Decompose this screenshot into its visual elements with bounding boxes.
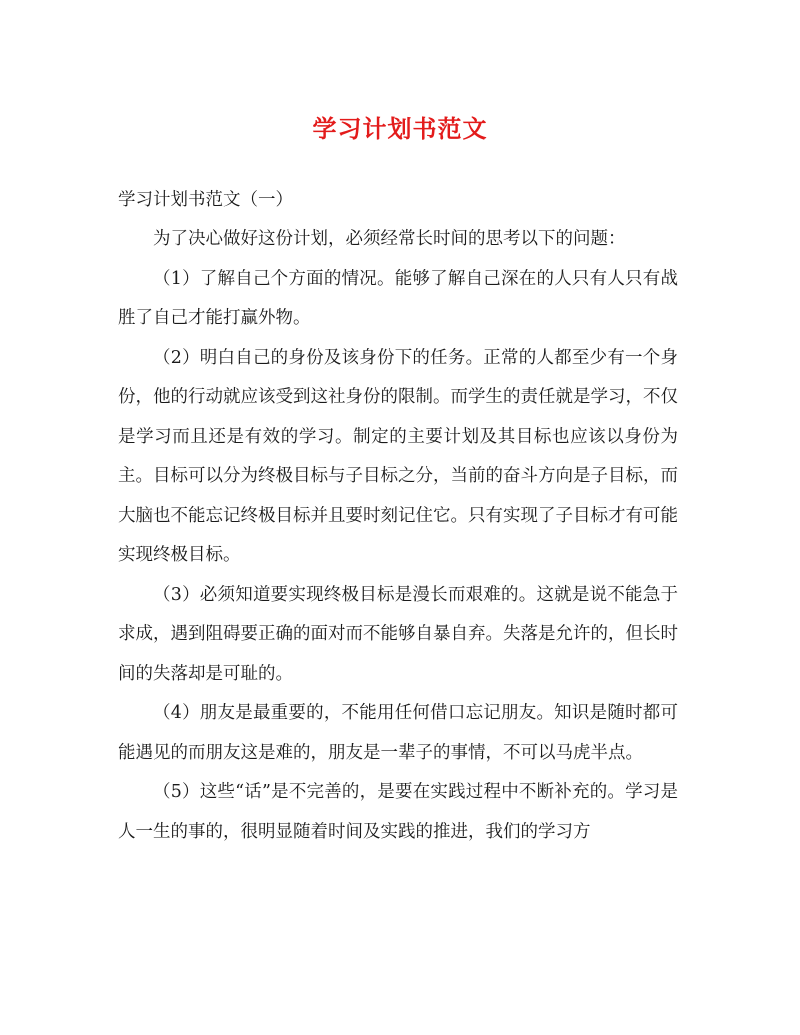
document-body: [118, 180, 678, 852]
paragraph-intro: 为了决心做好这份计划，必须经常长时间的思考以下的问题：: [153, 229, 626, 249]
paragraph-5: （5）这些“话”是不完善的，是要在实践过程中不断补充的。学习是人一生的事的，很明显随着时间及实践的推进，我们的学习方: [118, 782, 678, 842]
paragraph-3: （3）必须知道要实现终极目标是漫长而艰难的。这就是说不能急于求成，遇到阻碍要正确的面对而不能够自暴自弃。失落是允许的，但长时间的失落却是可耻的。: [118, 584, 678, 684]
paragraph-2: （2）明白自己的身份及该身份下的任务。正常的人都至少有一个身份，他的行动就应该受到这社身份的限制。而学生的责任就是学习，不仅是学习而且还是有效的学习。制定的主要计划及其目标也应该以身份为主。目标可以分为终极目标与子目标之分，当前的奋斗方向是子目标，而大脑也不能忘记终极目标并且要时刻记住它。只有实现了子目标才有可能实现终极目标。: [118, 347, 678, 565]
paragraph-4: （4）朋友是最重要的，不能用任何借口忘记朋友。知识是随时都可能遇见的而朋友这是难的，朋友是一辈子的事情，不可以马虎半点。: [118, 703, 678, 763]
document-title: 学习计划书范文: [312, 114, 488, 143]
section-heading: 学习计划书范文（一）: [118, 190, 293, 210]
paragraph-1: （1）了解自己个方面的情况。能够了解自己深在的人只有人只有战胜了自己才能打赢外物。: [118, 268, 678, 328]
